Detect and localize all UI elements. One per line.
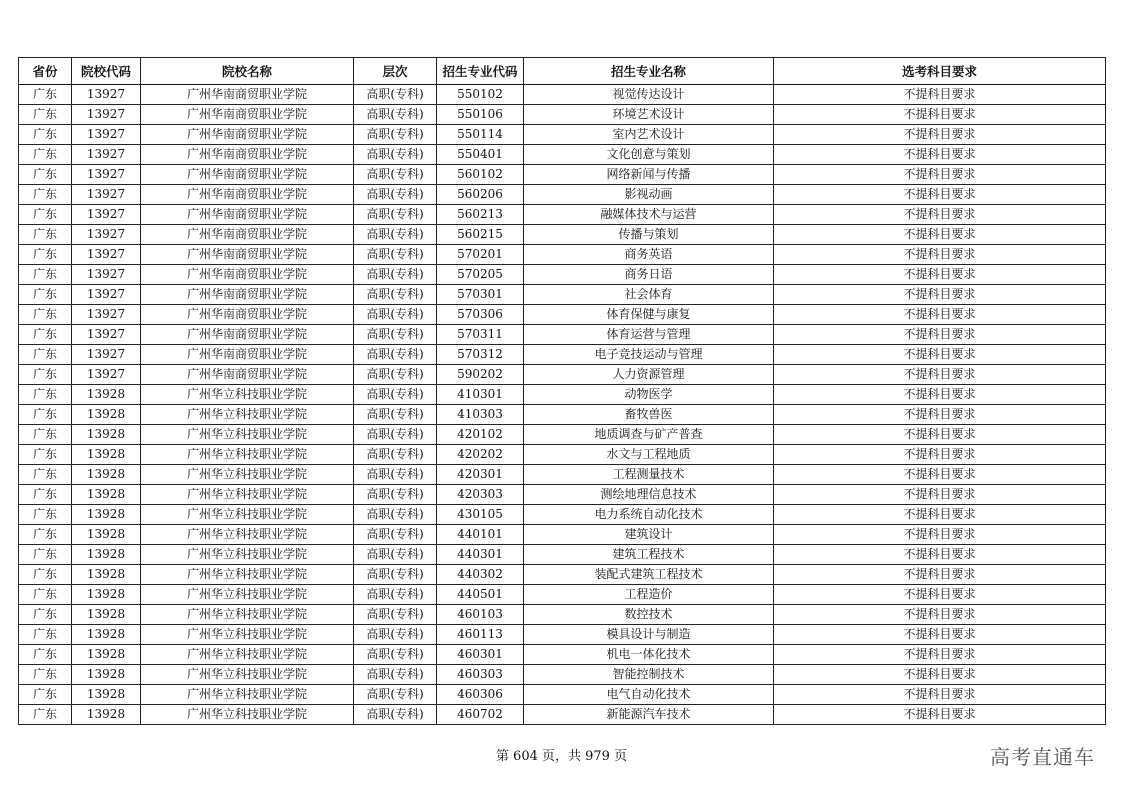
major-name-cell: 工程测量技术 xyxy=(524,465,774,485)
school-name-cell: 广州华南商贸职业学院 xyxy=(141,265,354,285)
school-name-cell: 广州华南商贸职业学院 xyxy=(141,365,354,385)
major-name-cell: 传播与策划 xyxy=(524,225,774,245)
major-name-cell: 动物医学 xyxy=(524,385,774,405)
major-name-cell: 水文与工程地质 xyxy=(524,445,774,465)
major-code-cell: 550102 xyxy=(437,85,524,105)
table-row xyxy=(19,685,1106,705)
major-code-cell: 590202 xyxy=(437,365,524,385)
subject-requirement-cell: 不提科目要求 xyxy=(774,665,1106,685)
school-name-cell: 广州华南商贸职业学院 xyxy=(141,225,354,245)
table-row xyxy=(19,105,1106,125)
major-name-cell: 网络新闻与传播 xyxy=(524,165,774,185)
level-cell: 高职(专科) xyxy=(354,465,437,485)
province-cell: 广东 xyxy=(19,705,72,725)
level-cell: 高职(专科) xyxy=(354,605,437,625)
major-name-cell: 影视动画 xyxy=(524,185,774,205)
province-cell: 广东 xyxy=(19,505,72,525)
level-cell: 高职(专科) xyxy=(354,245,437,265)
province-cell: 广东 xyxy=(19,645,72,665)
major-name-cell: 建筑工程技术 xyxy=(524,545,774,565)
subject-requirement-cell: 不提科目要求 xyxy=(774,125,1106,145)
table-header-row xyxy=(19,58,1106,85)
level-cell: 高职(专科) xyxy=(354,665,437,685)
province-cell: 广东 xyxy=(19,205,72,225)
province-cell: 广东 xyxy=(19,285,72,305)
table-row xyxy=(19,465,1106,485)
subject-requirement-cell: 不提科目要求 xyxy=(774,685,1106,705)
school-code-cell: 13928 xyxy=(72,525,141,545)
level-cell: 高职(专科) xyxy=(354,405,437,425)
school-name-cell: 广州华立科技职业学院 xyxy=(141,525,354,545)
table-row xyxy=(19,125,1106,145)
subject-requirement-cell: 不提科目要求 xyxy=(774,465,1106,485)
header-level: 层次 xyxy=(354,58,437,85)
major-code-cell: 460113 xyxy=(437,625,524,645)
school-code-cell: 13928 xyxy=(72,705,141,725)
province-cell: 广东 xyxy=(19,565,72,585)
level-cell: 高职(专科) xyxy=(354,565,437,585)
level-cell: 高职(专科) xyxy=(354,105,437,125)
major-code-cell: 570205 xyxy=(437,265,524,285)
level-cell: 高职(专科) xyxy=(354,225,437,245)
major-code-cell: 570312 xyxy=(437,345,524,365)
level-cell: 高职(专科) xyxy=(354,325,437,345)
major-name-cell: 社会体育 xyxy=(524,285,774,305)
level-cell: 高职(专科) xyxy=(354,485,437,505)
major-name-cell: 畜牧兽医 xyxy=(524,405,774,425)
header-major-code: 招生专业代码 xyxy=(437,58,524,85)
school-code-cell: 13928 xyxy=(72,645,141,665)
level-cell: 高职(专科) xyxy=(354,545,437,565)
province-cell: 广东 xyxy=(19,405,72,425)
level-cell: 高职(专科) xyxy=(354,285,437,305)
province-cell: 广东 xyxy=(19,625,72,645)
subject-requirement-cell: 不提科目要求 xyxy=(774,285,1106,305)
school-code-cell: 13928 xyxy=(72,485,141,505)
subject-requirement-cell: 不提科目要求 xyxy=(774,205,1106,225)
province-cell: 广东 xyxy=(19,445,72,465)
school-name-cell: 广州华立科技职业学院 xyxy=(141,485,354,505)
school-code-cell: 13927 xyxy=(72,325,141,345)
major-code-cell: 570311 xyxy=(437,325,524,345)
major-name-cell: 测绘地理信息技术 xyxy=(524,485,774,505)
province-cell: 广东 xyxy=(19,585,72,605)
subject-requirement-cell: 不提科目要求 xyxy=(774,265,1106,285)
province-cell: 广东 xyxy=(19,125,72,145)
subject-requirement-cell: 不提科目要求 xyxy=(774,585,1106,605)
province-cell: 广东 xyxy=(19,325,72,345)
school-name-cell: 广州华立科技职业学院 xyxy=(141,405,354,425)
major-code-cell: 430105 xyxy=(437,505,524,525)
subject-requirement-cell: 不提科目要求 xyxy=(774,485,1106,505)
province-cell: 广东 xyxy=(19,145,72,165)
subject-requirement-cell: 不提科目要求 xyxy=(774,545,1106,565)
school-code-cell: 13928 xyxy=(72,625,141,645)
header-school-code: 院校代码 xyxy=(72,58,141,85)
major-name-cell: 商务日语 xyxy=(524,265,774,285)
level-cell: 高职(专科) xyxy=(354,185,437,205)
table-row xyxy=(19,705,1106,725)
major-name-cell: 融媒体技术与运营 xyxy=(524,205,774,225)
table-row xyxy=(19,525,1106,545)
province-cell: 广东 xyxy=(19,225,72,245)
level-cell: 高职(专科) xyxy=(354,645,437,665)
subject-requirement-cell: 不提科目要求 xyxy=(774,605,1106,625)
school-name-cell: 广州华立科技职业学院 xyxy=(141,385,354,405)
major-name-cell: 工程造价 xyxy=(524,585,774,605)
table-row xyxy=(19,185,1106,205)
major-code-cell: 570201 xyxy=(437,245,524,265)
school-name-cell: 广州华南商贸职业学院 xyxy=(141,125,354,145)
major-code-cell: 570306 xyxy=(437,305,524,325)
table-row xyxy=(19,425,1106,445)
subject-requirement-cell: 不提科目要求 xyxy=(774,505,1106,525)
major-code-cell: 460306 xyxy=(437,685,524,705)
school-code-cell: 13928 xyxy=(72,505,141,525)
major-name-cell: 视觉传达设计 xyxy=(524,85,774,105)
table-row xyxy=(19,665,1106,685)
subject-requirement-cell: 不提科目要求 xyxy=(774,225,1106,245)
major-name-cell: 电气自动化技术 xyxy=(524,685,774,705)
level-cell: 高职(专科) xyxy=(354,445,437,465)
school-name-cell: 广州华立科技职业学院 xyxy=(141,425,354,445)
table-row xyxy=(19,245,1106,265)
table-row xyxy=(19,405,1106,425)
school-name-cell: 广州华南商贸职业学院 xyxy=(141,185,354,205)
level-cell: 高职(专科) xyxy=(354,305,437,325)
major-name-cell: 体育运营与管理 xyxy=(524,325,774,345)
table-row xyxy=(19,445,1106,465)
school-code-cell: 13927 xyxy=(72,345,141,365)
major-code-cell: 440501 xyxy=(437,585,524,605)
school-name-cell: 广州华立科技职业学院 xyxy=(141,565,354,585)
province-cell: 广东 xyxy=(19,605,72,625)
subject-requirement-cell: 不提科目要求 xyxy=(774,145,1106,165)
major-code-cell: 420301 xyxy=(437,465,524,485)
major-name-cell: 人力资源管理 xyxy=(524,365,774,385)
table-row xyxy=(19,325,1106,345)
school-code-cell: 13928 xyxy=(72,425,141,445)
table-row xyxy=(19,85,1106,105)
level-cell: 高职(专科) xyxy=(354,685,437,705)
level-cell: 高职(专科) xyxy=(354,345,437,365)
subject-requirement-cell: 不提科目要求 xyxy=(774,565,1106,585)
level-cell: 高职(专科) xyxy=(354,365,437,385)
table-row xyxy=(19,605,1106,625)
school-name-cell: 广州华立科技职业学院 xyxy=(141,705,354,725)
province-cell: 广东 xyxy=(19,665,72,685)
school-name-cell: 广州华南商贸职业学院 xyxy=(141,285,354,305)
subject-requirement-cell: 不提科目要求 xyxy=(774,185,1106,205)
table-row xyxy=(19,265,1106,285)
header-province: 省份 xyxy=(19,58,72,85)
table-row xyxy=(19,205,1106,225)
table-row xyxy=(19,565,1106,585)
province-cell: 广东 xyxy=(19,105,72,125)
school-code-cell: 13927 xyxy=(72,165,141,185)
subject-requirement-cell: 不提科目要求 xyxy=(774,245,1106,265)
province-cell: 广东 xyxy=(19,365,72,385)
major-name-cell: 商务英语 xyxy=(524,245,774,265)
school-name-cell: 广州华立科技职业学院 xyxy=(141,605,354,625)
province-cell: 广东 xyxy=(19,305,72,325)
major-code-cell: 440302 xyxy=(437,565,524,585)
level-cell: 高职(专科) xyxy=(354,705,437,725)
level-cell: 高职(专科) xyxy=(354,145,437,165)
table-row xyxy=(19,645,1106,665)
table-row xyxy=(19,485,1106,505)
subject-requirement-cell: 不提科目要求 xyxy=(774,325,1106,345)
school-code-cell: 13928 xyxy=(72,465,141,485)
school-name-cell: 广州华南商贸职业学院 xyxy=(141,305,354,325)
school-code-cell: 13928 xyxy=(72,585,141,605)
major-name-cell: 模具设计与制造 xyxy=(524,625,774,645)
school-code-cell: 13928 xyxy=(72,565,141,585)
school-name-cell: 广州华南商贸职业学院 xyxy=(141,145,354,165)
major-code-cell: 460702 xyxy=(437,705,524,725)
school-code-cell: 13927 xyxy=(72,225,141,245)
province-cell: 广东 xyxy=(19,425,72,445)
major-code-cell: 460301 xyxy=(437,645,524,665)
subject-requirement-cell: 不提科目要求 xyxy=(774,705,1106,725)
level-cell: 高职(专科) xyxy=(354,165,437,185)
school-code-cell: 13927 xyxy=(72,305,141,325)
level-cell: 高职(专科) xyxy=(354,85,437,105)
school-code-cell: 13928 xyxy=(72,445,141,465)
subject-requirement-cell: 不提科目要求 xyxy=(774,525,1106,545)
major-code-cell: 460103 xyxy=(437,605,524,625)
header-major-name: 招生专业名称 xyxy=(524,58,774,85)
school-code-cell: 13927 xyxy=(72,85,141,105)
major-code-cell: 570301 xyxy=(437,285,524,305)
school-name-cell: 广州华南商贸职业学院 xyxy=(141,245,354,265)
major-code-cell: 550106 xyxy=(437,105,524,125)
province-cell: 广东 xyxy=(19,385,72,405)
major-name-cell: 智能控制技术 xyxy=(524,665,774,685)
table-row xyxy=(19,225,1106,245)
subject-requirement-cell: 不提科目要求 xyxy=(774,345,1106,365)
level-cell: 高职(专科) xyxy=(354,585,437,605)
major-code-cell: 410301 xyxy=(437,385,524,405)
major-code-cell: 560206 xyxy=(437,185,524,205)
school-name-cell: 广州华南商贸职业学院 xyxy=(141,325,354,345)
school-code-cell: 13927 xyxy=(72,105,141,125)
table-body xyxy=(19,85,1106,725)
major-code-cell: 460303 xyxy=(437,665,524,685)
level-cell: 高职(专科) xyxy=(354,625,437,645)
school-code-cell: 13927 xyxy=(72,185,141,205)
province-cell: 广东 xyxy=(19,525,72,545)
school-name-cell: 广州华立科技职业学院 xyxy=(141,625,354,645)
table-row xyxy=(19,385,1106,405)
page-number: 第 604 页，共 979 页 xyxy=(495,749,628,764)
header-school-name: 院校名称 xyxy=(141,58,354,85)
major-code-cell: 440101 xyxy=(437,525,524,545)
school-name-cell: 广州华南商贸职业学院 xyxy=(141,105,354,125)
province-cell: 广东 xyxy=(19,245,72,265)
province-cell: 广东 xyxy=(19,165,72,185)
school-code-cell: 13927 xyxy=(72,125,141,145)
table-row xyxy=(19,145,1106,165)
school-name-cell: 广州华立科技职业学院 xyxy=(141,505,354,525)
major-name-cell: 地质调查与矿产普查 xyxy=(524,425,774,445)
major-code-cell: 550401 xyxy=(437,145,524,165)
header-subject-requirement: 选考科目要求 xyxy=(774,58,1106,85)
school-name-cell: 广州华南商贸职业学院 xyxy=(141,345,354,365)
school-code-cell: 13927 xyxy=(72,205,141,225)
level-cell: 高职(专科) xyxy=(354,205,437,225)
school-code-cell: 13928 xyxy=(72,545,141,565)
subject-requirement-cell: 不提科目要求 xyxy=(774,305,1106,325)
school-code-cell: 13928 xyxy=(72,385,141,405)
school-name-cell: 广州华立科技职业学院 xyxy=(141,645,354,665)
level-cell: 高职(专科) xyxy=(354,125,437,145)
province-cell: 广东 xyxy=(19,465,72,485)
province-cell: 广东 xyxy=(19,185,72,205)
province-cell: 广东 xyxy=(19,685,72,705)
school-name-cell: 广州华南商贸职业学院 xyxy=(141,165,354,185)
watermark-text: 高考直通车 xyxy=(990,745,1095,769)
major-name-cell: 数控技术 xyxy=(524,605,774,625)
province-cell: 广东 xyxy=(19,345,72,365)
major-name-cell: 环境艺术设计 xyxy=(524,105,774,125)
school-name-cell: 广州华立科技职业学院 xyxy=(141,545,354,565)
school-code-cell: 13928 xyxy=(72,605,141,625)
province-cell: 广东 xyxy=(19,265,72,285)
major-name-cell: 体育保健与康复 xyxy=(524,305,774,325)
level-cell: 高职(专科) xyxy=(354,265,437,285)
subject-requirement-cell: 不提科目要求 xyxy=(774,365,1106,385)
table-row xyxy=(19,625,1106,645)
major-code-cell: 410303 xyxy=(437,405,524,425)
major-code-cell: 560213 xyxy=(437,205,524,225)
school-name-cell: 广州华南商贸职业学院 xyxy=(141,205,354,225)
table-row xyxy=(19,545,1106,565)
level-cell: 高职(专科) xyxy=(354,505,437,525)
table-row xyxy=(19,285,1106,305)
school-code-cell: 13927 xyxy=(72,285,141,305)
major-code-cell: 560102 xyxy=(437,165,524,185)
table-row xyxy=(19,365,1106,385)
table-row xyxy=(19,165,1106,185)
school-name-cell: 广州华立科技职业学院 xyxy=(141,585,354,605)
school-name-cell: 广州华立科技职业学院 xyxy=(141,665,354,685)
major-name-cell: 室内艺术设计 xyxy=(524,125,774,145)
subject-requirement-cell: 不提科目要求 xyxy=(774,645,1106,665)
major-name-cell: 建筑设计 xyxy=(524,525,774,545)
subject-requirement-cell: 不提科目要求 xyxy=(774,405,1106,425)
subject-requirement-cell: 不提科目要求 xyxy=(774,165,1106,185)
school-name-cell: 广州华立科技职业学院 xyxy=(141,685,354,705)
level-cell: 高职(专科) xyxy=(354,425,437,445)
province-cell: 广东 xyxy=(19,85,72,105)
subject-requirement-cell: 不提科目要求 xyxy=(774,625,1106,645)
major-code-cell: 440301 xyxy=(437,545,524,565)
admissions-table xyxy=(18,57,1106,725)
school-code-cell: 13928 xyxy=(72,665,141,685)
major-name-cell: 机电一体化技术 xyxy=(524,645,774,665)
major-code-cell: 420202 xyxy=(437,445,524,465)
school-code-cell: 13927 xyxy=(72,145,141,165)
admissions-table-container xyxy=(18,57,1105,725)
major-name-cell: 装配式建筑工程技术 xyxy=(524,565,774,585)
level-cell: 高职(专科) xyxy=(354,525,437,545)
school-code-cell: 13927 xyxy=(72,265,141,285)
level-cell: 高职(专科) xyxy=(354,385,437,405)
major-code-cell: 420303 xyxy=(437,485,524,505)
major-name-cell: 新能源汽车技术 xyxy=(524,705,774,725)
school-name-cell: 广州华南商贸职业学院 xyxy=(141,85,354,105)
major-name-cell: 电子竞技运动与管理 xyxy=(524,345,774,365)
table-row xyxy=(19,345,1106,365)
major-name-cell: 文化创意与策划 xyxy=(524,145,774,165)
subject-requirement-cell: 不提科目要求 xyxy=(774,105,1106,125)
subject-requirement-cell: 不提科目要求 xyxy=(774,425,1106,445)
school-name-cell: 广州华立科技职业学院 xyxy=(141,465,354,485)
school-code-cell: 13928 xyxy=(72,685,141,705)
province-cell: 广东 xyxy=(19,545,72,565)
table-row xyxy=(19,305,1106,325)
subject-requirement-cell: 不提科目要求 xyxy=(774,85,1106,105)
major-code-cell: 550114 xyxy=(437,125,524,145)
table-row xyxy=(19,505,1106,525)
major-code-cell: 420102 xyxy=(437,425,524,445)
province-cell: 广东 xyxy=(19,485,72,505)
subject-requirement-cell: 不提科目要求 xyxy=(774,445,1106,465)
major-name-cell: 电力系统自动化技术 xyxy=(524,505,774,525)
school-code-cell: 13927 xyxy=(72,365,141,385)
table-row xyxy=(19,585,1106,605)
subject-requirement-cell: 不提科目要求 xyxy=(774,385,1106,405)
school-code-cell: 13927 xyxy=(72,245,141,265)
school-name-cell: 广州华立科技职业学院 xyxy=(141,445,354,465)
school-code-cell: 13928 xyxy=(72,405,141,425)
major-code-cell: 560215 xyxy=(437,225,524,245)
